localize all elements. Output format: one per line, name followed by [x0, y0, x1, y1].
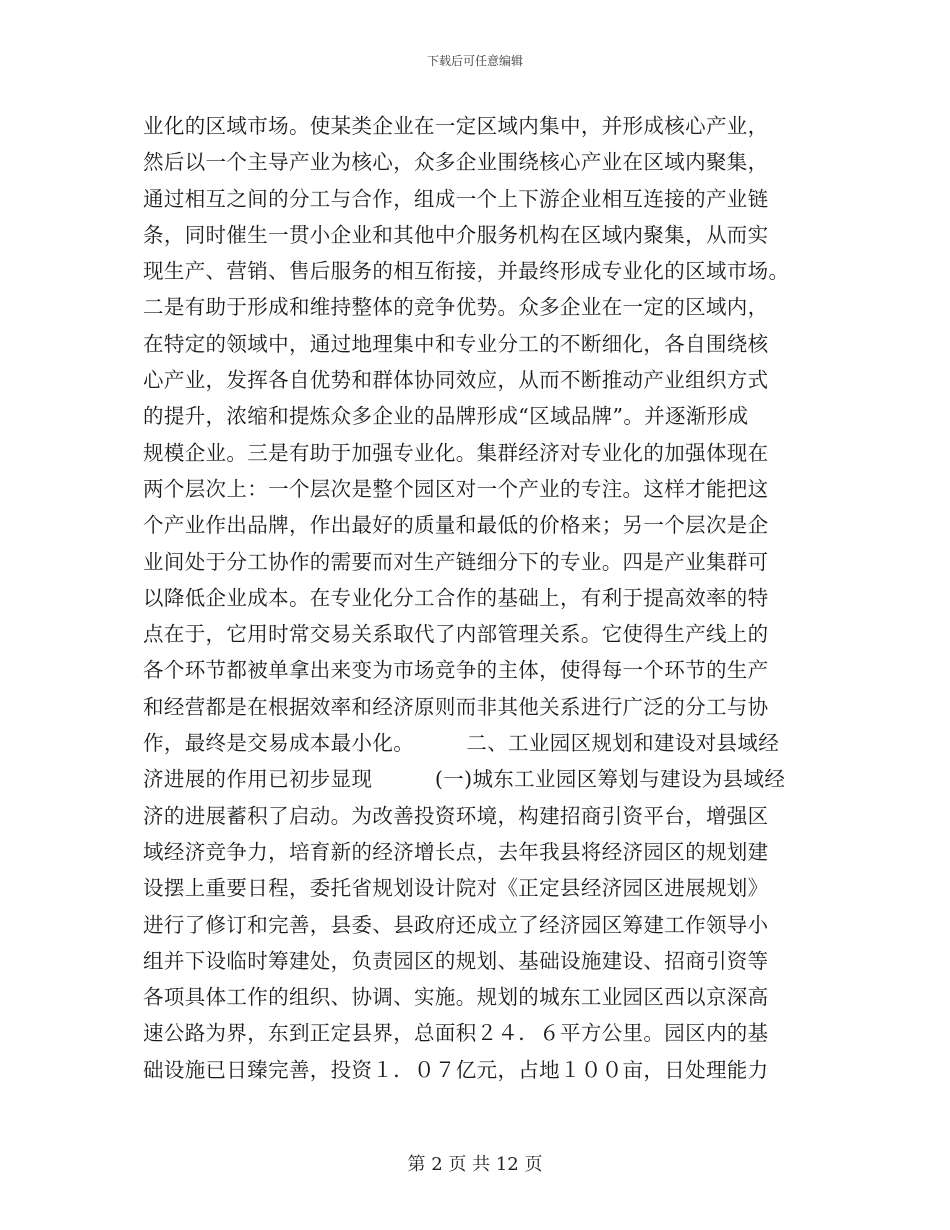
- text-line: 业化的区域市场。使某类企业在一定区域内集中，并形成核心产业，: [143, 114, 769, 138]
- text-line: 心产业，发挥各自优势和群体协同效应，从而不断推动产业组织方式: [143, 368, 769, 393]
- text-line: 现生产、营销、售后服务的相互衔接，并最终形成专业化的区域市场。: [143, 259, 790, 284]
- text-line: 两个层次上：一个层次是整个园区对一个产业的专注。这样才能把这: [143, 476, 769, 501]
- text-line: 各个环节都被单拿出来变为市场竞争的主体，使得每一个环节的生产: [143, 658, 769, 683]
- text-line: 个产业作出品牌，作出最好的质量和最低的价格来；另一个层次是企: [143, 513, 769, 538]
- text-line: 各项具体工作的组织、协调、实施。规划的城东工业园区西以京深高: [143, 985, 769, 1010]
- text-line: 在特定的领域中，通过地理集中和专业分工的不断细化，各自围绕核: [143, 331, 769, 356]
- text-line: 作，最终是交易成本最小化。 二、工业园区规划和建设对县域经: [143, 731, 780, 756]
- text-line: 速公路为界，东到正定县界，总面积２４．６平方公里。园区内的基: [143, 1021, 769, 1046]
- text-line: 济进展的作用已初步显现 (一)城东工业园区筹划与建设为县域经: [143, 767, 786, 792]
- body-text: [143, 108, 823, 1088]
- text-line: 通过相互之间的分工与合作，组成一个上下游企业相互连接的产业链: [143, 186, 769, 211]
- text-line: 条，同时催生一贯小企业和其他中介服务机构在区域内聚集，从而实: [143, 222, 769, 247]
- text-line: 设摆上重要日程，委托省规划设计院对《正定县经济园区进展规划》: [143, 876, 769, 901]
- text-line: 济的进展蓄积了启动。为改善投资环境，构建招商引资平台，增强区: [143, 803, 769, 828]
- text-line: 和经营都是在根据效率和经济原则而非其他关系进行广泛的分工与协: [143, 694, 769, 719]
- text-line: 础设施已日臻完善，投资１．０７亿元，占地１００亩，日处理能力: [143, 1057, 769, 1082]
- text-line: 的提升，浓缩和提炼众多企业的品牌形成“区域品牌”。并逐渐形成: [143, 404, 749, 429]
- page-number: 第 2 页 共 12 页: [407, 1154, 543, 1175]
- text-line: 域经济竞争力，培育新的经济增长点，去年我县将经济园区的规划建: [143, 839, 769, 864]
- text-line: 点在于，它用时常交易关系取代了内部管理关系。它使得生产线上的: [143, 622, 769, 647]
- text-line: 二是有助于形成和维持整体的竞争优势。众多企业在一定的区域内，: [143, 295, 769, 320]
- text-line: 组并下设临时筹建处，负责园区的规划、基础设施建设、招商引资等: [143, 948, 769, 973]
- text-line: 然后以一个主导产业为核心，众多企业围绕核心产业在区域内聚集，: [143, 150, 769, 175]
- text-line: 进行了修订和完善，县委、县政府还成立了经济园区筹建工作领导小: [143, 912, 769, 937]
- text-line: 业间处于分工协作的需要而对生产链细分下的专业。四是产业集群可: [143, 549, 769, 574]
- text-line: 规模企业。三是有助于加强专业化。集群经济对专业化的加强体现在: [143, 440, 769, 465]
- text-line: 以降低企业成本。在专业化分工合作的基础上，有利于提高效率的特: [143, 585, 769, 610]
- page-header: 下载后可任意编辑: [426, 54, 523, 68]
